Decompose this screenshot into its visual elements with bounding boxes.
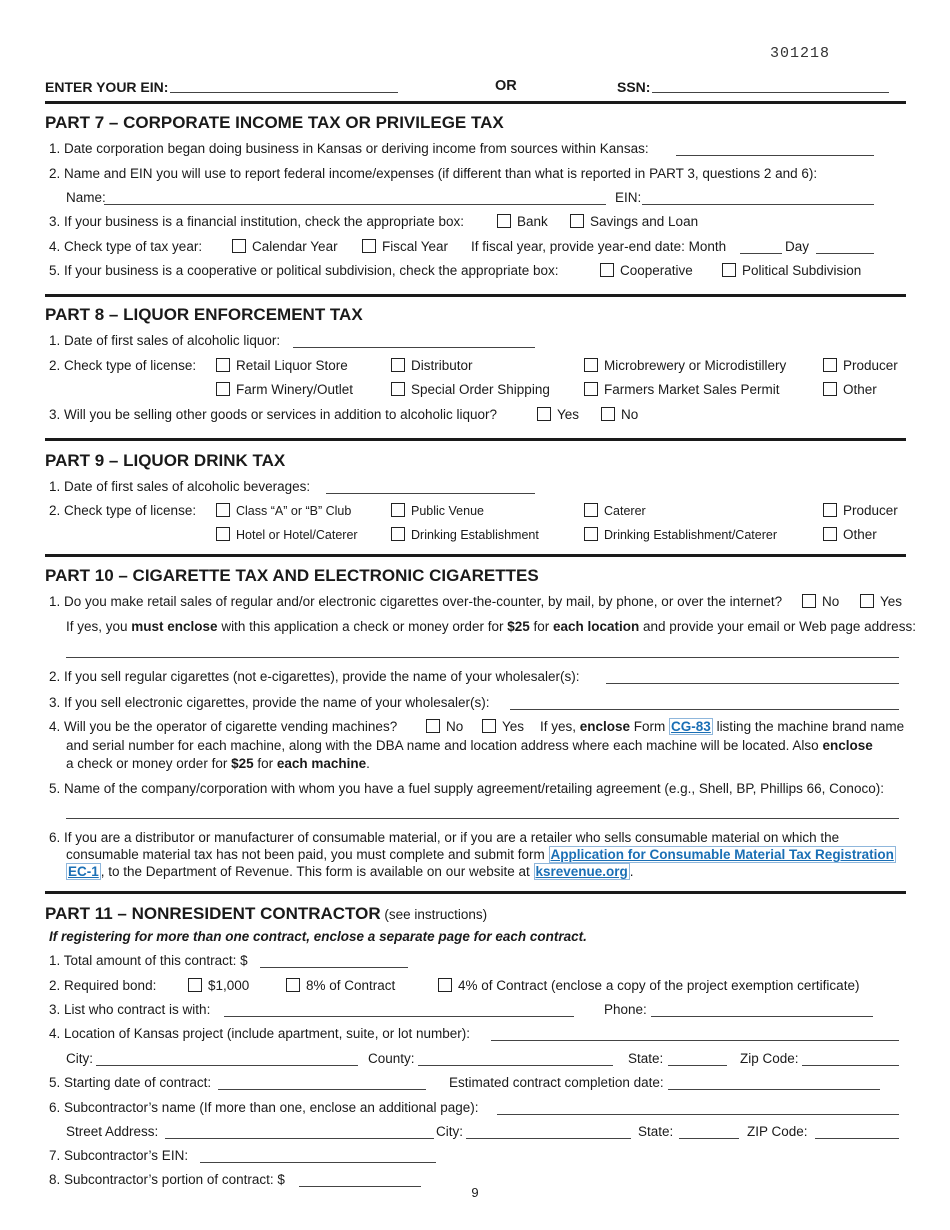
part10-q1: 1. Do you make retail sales of regular and/or electronic cigarettes over-the-counter, by mail, by phone, or over the internet? xyxy=(49,594,783,609)
checkbox-box[interactable] xyxy=(584,527,598,541)
part7-q1: 1. Date corporation began doing business in Kansas or deriving income from sources within Kansas: xyxy=(49,141,649,156)
part8-title: PART 8 – LIQUOR ENFORCEMENT TAX xyxy=(45,305,363,324)
part9-q1: 1. Date of first sales of alcoholic beverages: xyxy=(49,479,311,494)
electronic-wholesaler-field[interactable] xyxy=(510,709,899,710)
contract-amount-field[interactable] xyxy=(260,967,408,968)
checkbox-box[interactable] xyxy=(438,978,452,992)
part10-title: PART 10 – CIGARETTE TAX AND ELECTRONIC CIGARETTES xyxy=(45,566,539,585)
part11-q2: 2. Required bond: xyxy=(49,978,157,993)
or-label: OR xyxy=(495,78,517,94)
checkbox-no[interactable]: No xyxy=(601,407,638,422)
start-date-field[interactable] xyxy=(218,1089,426,1090)
checkbox-farmers-market[interactable]: Farmers Market Sales Permit xyxy=(584,382,780,397)
checkbox-yes[interactable]: Yes xyxy=(482,719,524,734)
checkbox-box[interactable] xyxy=(537,407,551,421)
divider xyxy=(45,554,906,557)
email-web-field[interactable] xyxy=(66,657,899,658)
checkbox-producer[interactable]: Producer xyxy=(823,358,898,373)
checkbox-producer[interactable]: Producer xyxy=(823,503,898,518)
part8-q2: 2. Check type of license: xyxy=(49,358,197,373)
checkbox-special-order-shipping[interactable]: Special Order Shipping xyxy=(391,382,550,397)
state2-field[interactable] xyxy=(679,1138,739,1139)
fuel-supply-field[interactable] xyxy=(66,818,899,819)
checkbox-box[interactable] xyxy=(584,358,598,372)
part7-title: PART 7 – CORPORATE INCOME TAX OR PRIVILEGE TAX xyxy=(45,113,504,132)
part10-q2: 2. If you sell regular cigarettes (not e-cigarettes), provide the name of your wholesaler(s): xyxy=(49,669,580,684)
checkbox-box[interactable] xyxy=(426,719,440,733)
part8-q1: 1. Date of first sales of alcoholic liquor: xyxy=(49,333,281,348)
checkbox-no[interactable]: No xyxy=(426,719,463,734)
checkbox-box[interactable] xyxy=(391,358,405,372)
checkbox-yes[interactable]: Yes xyxy=(537,407,579,422)
checkbox-drinking-establishment-caterer[interactable]: Drinking Establishment/Caterer xyxy=(584,527,777,542)
checkbox-savings-loan[interactable]: Savings and Loan xyxy=(570,214,698,229)
checkbox-box[interactable] xyxy=(216,527,230,541)
zip-label: Zip Code: xyxy=(740,1051,799,1066)
ksrevenue-link[interactable]: ksrevenue.org xyxy=(535,864,628,879)
part7-ein-label: EIN: xyxy=(615,190,642,205)
checkbox-box[interactable] xyxy=(584,382,598,396)
checkbox-no[interactable]: No xyxy=(802,594,839,609)
divider xyxy=(45,891,906,894)
checkbox-box[interactable] xyxy=(216,358,230,372)
contract-with-field[interactable] xyxy=(224,1016,574,1017)
part10-q5: 5. Name of the company/corporation with whom you have a fuel supply agreement/retailing agreement (e.g., Shell, BP, Phillips 66, Conoco): xyxy=(49,781,884,796)
checkbox-bank[interactable]: Bank xyxy=(497,214,548,229)
completion-date-field[interactable] xyxy=(668,1089,880,1090)
checkbox-farm-winery[interactable]: Farm Winery/Outlet xyxy=(216,382,353,397)
checkbox-public-venue[interactable]: Public Venue xyxy=(391,503,484,518)
checkbox-box[interactable] xyxy=(600,263,614,277)
phone-field[interactable] xyxy=(651,1016,873,1017)
part7-q3: 3. If your business is a financial institution, check the appropriate box: xyxy=(49,214,464,229)
part11-q7: 7. Subcontractor’s EIN: xyxy=(49,1148,189,1163)
form-code: 301218 xyxy=(770,45,831,62)
checkbox-drinking-establishment[interactable]: Drinking Establishment xyxy=(391,527,539,542)
street-label: Street Address: xyxy=(66,1124,159,1139)
part11-title: PART 11 – NONRESIDENT CONTRACTOR (see instructions) xyxy=(45,904,488,923)
checkbox-bond-8pct[interactable]: 8% of Contract xyxy=(286,978,395,993)
subcontractor-ein-field[interactable] xyxy=(200,1162,436,1163)
divider xyxy=(45,294,906,297)
checkbox-other[interactable]: Other xyxy=(823,527,877,542)
part7-name-label: Name: xyxy=(66,190,106,205)
checkbox-box[interactable] xyxy=(570,214,584,228)
county-field[interactable] xyxy=(418,1065,613,1066)
part9-q1-field[interactable] xyxy=(326,493,535,494)
part11-note: If registering for more than one contract, enclose a separate page for each contract. xyxy=(49,929,587,944)
project-location-field[interactable] xyxy=(491,1040,899,1041)
checkbox-bond-1000[interactable]: $1,000 xyxy=(188,978,249,993)
checkbox-box[interactable] xyxy=(391,527,405,541)
part9-q2: 2. Check type of license: xyxy=(49,503,197,518)
street-field[interactable] xyxy=(165,1138,434,1139)
part7-q2: 2. Name and EIN you will use to report federal income/expenses (if different than what is reported in PART 3, questions 2 and 6): xyxy=(49,166,818,181)
part11-q1: 1. Total amount of this contract: $ xyxy=(49,953,248,968)
part10-q4-text: If yes, enclose Form CG-83 listing the machine brand name xyxy=(540,719,905,734)
checkbox-box[interactable] xyxy=(601,407,615,421)
part7-q4: 4. Check type of tax year: xyxy=(49,239,203,254)
checkbox-box[interactable] xyxy=(497,214,511,228)
page-number: 9 xyxy=(471,1185,479,1200)
city-field[interactable] xyxy=(96,1065,358,1066)
subcontractor-name-field[interactable] xyxy=(497,1114,899,1115)
checkbox-caterer[interactable]: Caterer xyxy=(584,503,646,518)
state-label: State: xyxy=(628,1051,664,1066)
part7-q1-field[interactable] xyxy=(676,155,874,156)
city2-label: City: xyxy=(436,1124,463,1139)
part10-q6-line3: EC-1 , to the Department of Revenue. This form is available on our website at ksrevenue.org . xyxy=(68,864,634,879)
fiscal-day-field[interactable] xyxy=(816,253,874,254)
ein-label: ENTER YOUR EIN: xyxy=(45,79,169,95)
checkbox-box[interactable] xyxy=(391,382,405,396)
checkbox-box[interactable] xyxy=(286,978,300,992)
part7-q5: 5. If your business is a cooperative or political subdivision, check the appropriate box: xyxy=(49,263,559,278)
part8-q1-field[interactable] xyxy=(293,347,535,348)
checkbox-microbrewery[interactable]: Microbrewery or Microdistillery xyxy=(584,358,786,373)
ssn-label: SSN: xyxy=(617,79,651,95)
part10-q6-line2: consumable material tax has not been paid, you must complete and submit form Application for Consumable Material Tax Registration xyxy=(66,847,894,862)
checkbox-box[interactable] xyxy=(232,239,246,253)
checkbox-box[interactable] xyxy=(860,594,874,608)
cg83-link[interactable]: CG-83 xyxy=(671,719,711,734)
part10-q4: 4. Will you be the operator of cigarette vending machines? xyxy=(49,719,398,734)
divider xyxy=(45,438,906,441)
ec1-link[interactable]: EC-1 xyxy=(68,864,99,879)
checkbox-box[interactable] xyxy=(823,358,837,372)
checkbox-calendar-year[interactable]: Calendar Year xyxy=(232,239,338,254)
regular-wholesaler-field[interactable] xyxy=(606,683,899,684)
ssn-field[interactable] xyxy=(652,92,889,93)
checkbox-yes[interactable]: Yes xyxy=(860,594,902,609)
part10-q4-line2: and serial number for each machine, along with the DBA name and location address where each machine will be located. Also enclose xyxy=(66,738,873,753)
checkbox-box[interactable] xyxy=(216,382,230,396)
checkbox-box[interactable] xyxy=(216,503,230,517)
zip2-field[interactable] xyxy=(815,1138,899,1139)
checkbox-other[interactable]: Other xyxy=(823,382,877,397)
completion-date-label: Estimated contract completion date: xyxy=(449,1075,664,1090)
part8-q3: 3. Will you be selling other goods or services in addition to alcoholic liquor? xyxy=(49,407,497,422)
checkbox-retail-liquor-store[interactable]: Retail Liquor Store xyxy=(216,358,348,373)
zip2-label: ZIP Code: xyxy=(747,1124,808,1139)
checkbox-box[interactable] xyxy=(584,503,598,517)
checkbox-box[interactable] xyxy=(823,503,837,517)
part11-q4: 4. Location of Kansas project (include apartment, suite, or lot number): xyxy=(49,1026,470,1041)
city-label: City: xyxy=(66,1051,93,1066)
county-label: County: xyxy=(368,1051,415,1066)
part10-q1-note: If yes, you must enclose with this application a check or money order for $25 for each location and provide your email or Web page address: xyxy=(66,619,916,634)
checkbox-political-subdivision[interactable]: Political Subdivision xyxy=(722,263,861,278)
divider xyxy=(45,101,906,104)
part10-q4-line3: a check or money order for $25 for each machine. xyxy=(66,756,370,771)
zip-field[interactable] xyxy=(802,1065,899,1066)
checkbox-fiscal-year[interactable]: Fiscal Year xyxy=(362,239,448,254)
part7-day-label: Day xyxy=(785,239,810,254)
part11-q3: 3. List who contract is with: xyxy=(49,1002,211,1017)
part11-q8: 8. Subcontractor’s portion of contract: $ xyxy=(49,1172,285,1187)
checkbox-cooperative[interactable]: Cooperative xyxy=(600,263,693,278)
checkbox-bond-4pct[interactable]: 4% of Contract (enclose a copy of the project exemption certificate) xyxy=(438,978,859,993)
checkbox-box[interactable] xyxy=(482,719,496,733)
checkbox-hotel-caterer[interactable]: Hotel or Hotel/Caterer xyxy=(216,527,358,542)
state-field[interactable] xyxy=(668,1065,727,1066)
checkbox-box[interactable] xyxy=(362,239,376,253)
checkbox-class-club[interactable]: Class “A” or “B” Club xyxy=(216,503,351,518)
part7-fiscal-label: If fiscal year, provide year-end date: Month xyxy=(471,239,727,254)
part10-q6-line1: 6. If you are a distributor or manufacturer of consumable material, or if you are a retailer who sells consumable material on which the xyxy=(49,830,840,845)
consumable-material-link[interactable]: Application for Consumable Material Tax Registration xyxy=(550,847,894,862)
checkbox-distributor[interactable]: Distributor xyxy=(391,358,473,373)
phone-label: Phone: xyxy=(604,1002,647,1017)
checkbox-box[interactable] xyxy=(188,978,202,992)
part10-q3: 3. If you sell electronic cigarettes, provide the name of your wholesaler(s): xyxy=(49,695,490,710)
checkbox-box[interactable] xyxy=(823,527,837,541)
checkbox-box[interactable] xyxy=(823,382,837,396)
checkbox-box[interactable] xyxy=(722,263,736,277)
checkbox-box[interactable] xyxy=(391,503,405,517)
part11-q5: 5. Starting date of contract: xyxy=(49,1075,212,1090)
fiscal-month-field[interactable] xyxy=(740,253,782,254)
part9-title: PART 9 – LIQUOR DRINK TAX xyxy=(45,451,286,470)
ein-field[interactable] xyxy=(170,92,398,93)
part7-name-field[interactable] xyxy=(104,204,606,205)
part11-q6: 6. Subcontractor’s name (If more than one, enclose an additional page): xyxy=(49,1100,479,1115)
part7-ein-field[interactable] xyxy=(642,204,874,205)
city2-field[interactable] xyxy=(466,1138,631,1139)
checkbox-box[interactable] xyxy=(802,594,816,608)
state2-label: State: xyxy=(638,1124,674,1139)
